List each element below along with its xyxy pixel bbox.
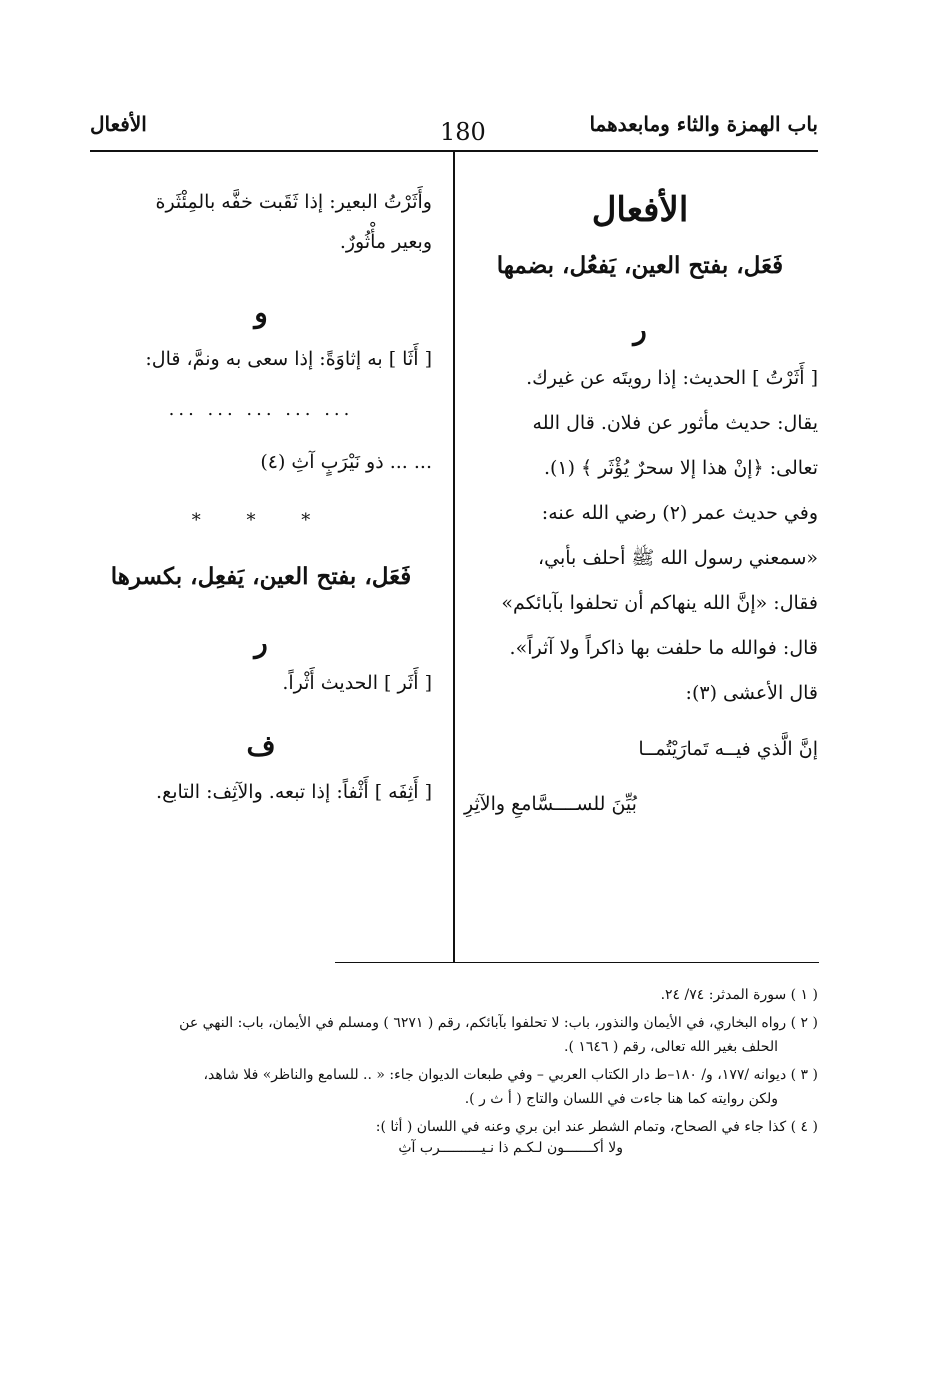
footnote-continuation: الحلف بغير الله تعالى، رقم ( ١٦٤٦ ).: [564, 1039, 778, 1055]
text-line: وأَثَرْتُ البعير: إذا ثَقَبت خفَّه بالمِئْثَرة: [155, 191, 432, 213]
text-line: «سمعني رسول الله ﷺ أحلف بأبي،: [538, 547, 818, 569]
text-line: تعالى: ﴿إنْ هذا إلا سحرٌ يُؤْثَر ﴾ (١).: [543, 457, 818, 479]
footnote-verse: ولا أكـــــــون لـكـم ذا نـيــــــــــرب آثِ: [398, 1140, 623, 1156]
section-title: الأفعال: [591, 190, 689, 230]
text-line: قال: فوالله ما حلفت بها ذاكراً ولا آثراً».: [509, 637, 818, 659]
column-divider: [453, 151, 455, 962]
text-line: وبعير مأْثُورٌ.: [339, 231, 432, 253]
text-line: [ أَثَرْتُ ] الحديث: إذا رويتَه عن غيرك.: [526, 367, 818, 389]
footnote: ( ٢ ) رواه البخاري، في الأيمان والنذور، باب: لا تحلفوا بآبائكم، رقم ( ٦٢٧١ ) ومسلم في الأيمان، باب: النهي عن: [179, 1015, 818, 1031]
footnote: ( ٣ ) ديوانه /١٧٧، و/ ١٨٠–ط دار الكتاب العربي – وفي طبعات الديوان جاء: « .. للسامع والناظر» فلا شاهد،: [203, 1067, 818, 1083]
page-header: [90, 108, 818, 148]
letter-heading: و: [254, 296, 268, 329]
text-line: فقال: «إنَّ الله ينهاكم أن تحلفوا بآبائكم»: [501, 592, 818, 614]
text-line: وفي حديث عمر (٢) رضي الله عنه:: [541, 502, 818, 524]
footnote: ( ١ ) سورة المدثر: ٧٤/ ٢٤.: [660, 987, 818, 1003]
footnotes: [90, 984, 818, 1156]
text-line: ... ... ذو نَيْرَبٍ آثِ (٤): [260, 451, 432, 473]
entry-text: [462, 356, 818, 832]
letter-heading: ر: [254, 626, 268, 659]
footnote-continuation: ولكن روايته كما هنا جاءت في اللسان والتاج ( أ ث ر ).: [464, 1091, 778, 1107]
letter-heading: ف: [246, 729, 276, 762]
page-number: 180: [440, 118, 486, 146]
text-line: يقال: حديث مأثور عن فلان. قال الله: [532, 412, 818, 434]
verse-line: إنَّ الَّذي فيــه تَمارَيْتُمــا: [638, 738, 818, 760]
separator-stars: * * *: [191, 510, 331, 531]
text-line: [ أَثَر ] الحديث أَثْراً.: [282, 672, 432, 694]
section-subtitle: فَعَل، بفتح العين، يَفعِل، بكسرها: [110, 563, 412, 590]
chapter-heading: باب الهمزة والثاء ومابعدهما: [589, 112, 818, 136]
footnote-divider: [335, 962, 819, 963]
text-line: قال الأعشى (٣):: [685, 682, 818, 704]
ellipsis-line: ... ... ... ... ...: [168, 399, 354, 420]
section-subtitle: فَعَل، بفتح العين، يَفعُل، بضمها: [496, 252, 784, 279]
footnote: ( ٤ ) كذا جاء في الصحاح، وتمام الشطر عند ابن بري وعنه في اللسان ( أثا ):: [375, 1119, 818, 1135]
letter-heading: ر: [633, 313, 647, 346]
section-heading: الأفعال: [90, 112, 147, 136]
left-column: [90, 180, 432, 812]
text-line: [ أَثَا ] به إثاوَةً: إذا سعى به ونمَّ، قال:: [145, 348, 432, 370]
right-column: [462, 180, 818, 832]
verse-line: بُيِّنَ للســــسَّامعِ والآثِرِ: [464, 793, 637, 815]
text-line: [ أَثِفَه ] أَثْفاً: إذا تبعه. والآثِف: التابع.: [156, 781, 432, 803]
